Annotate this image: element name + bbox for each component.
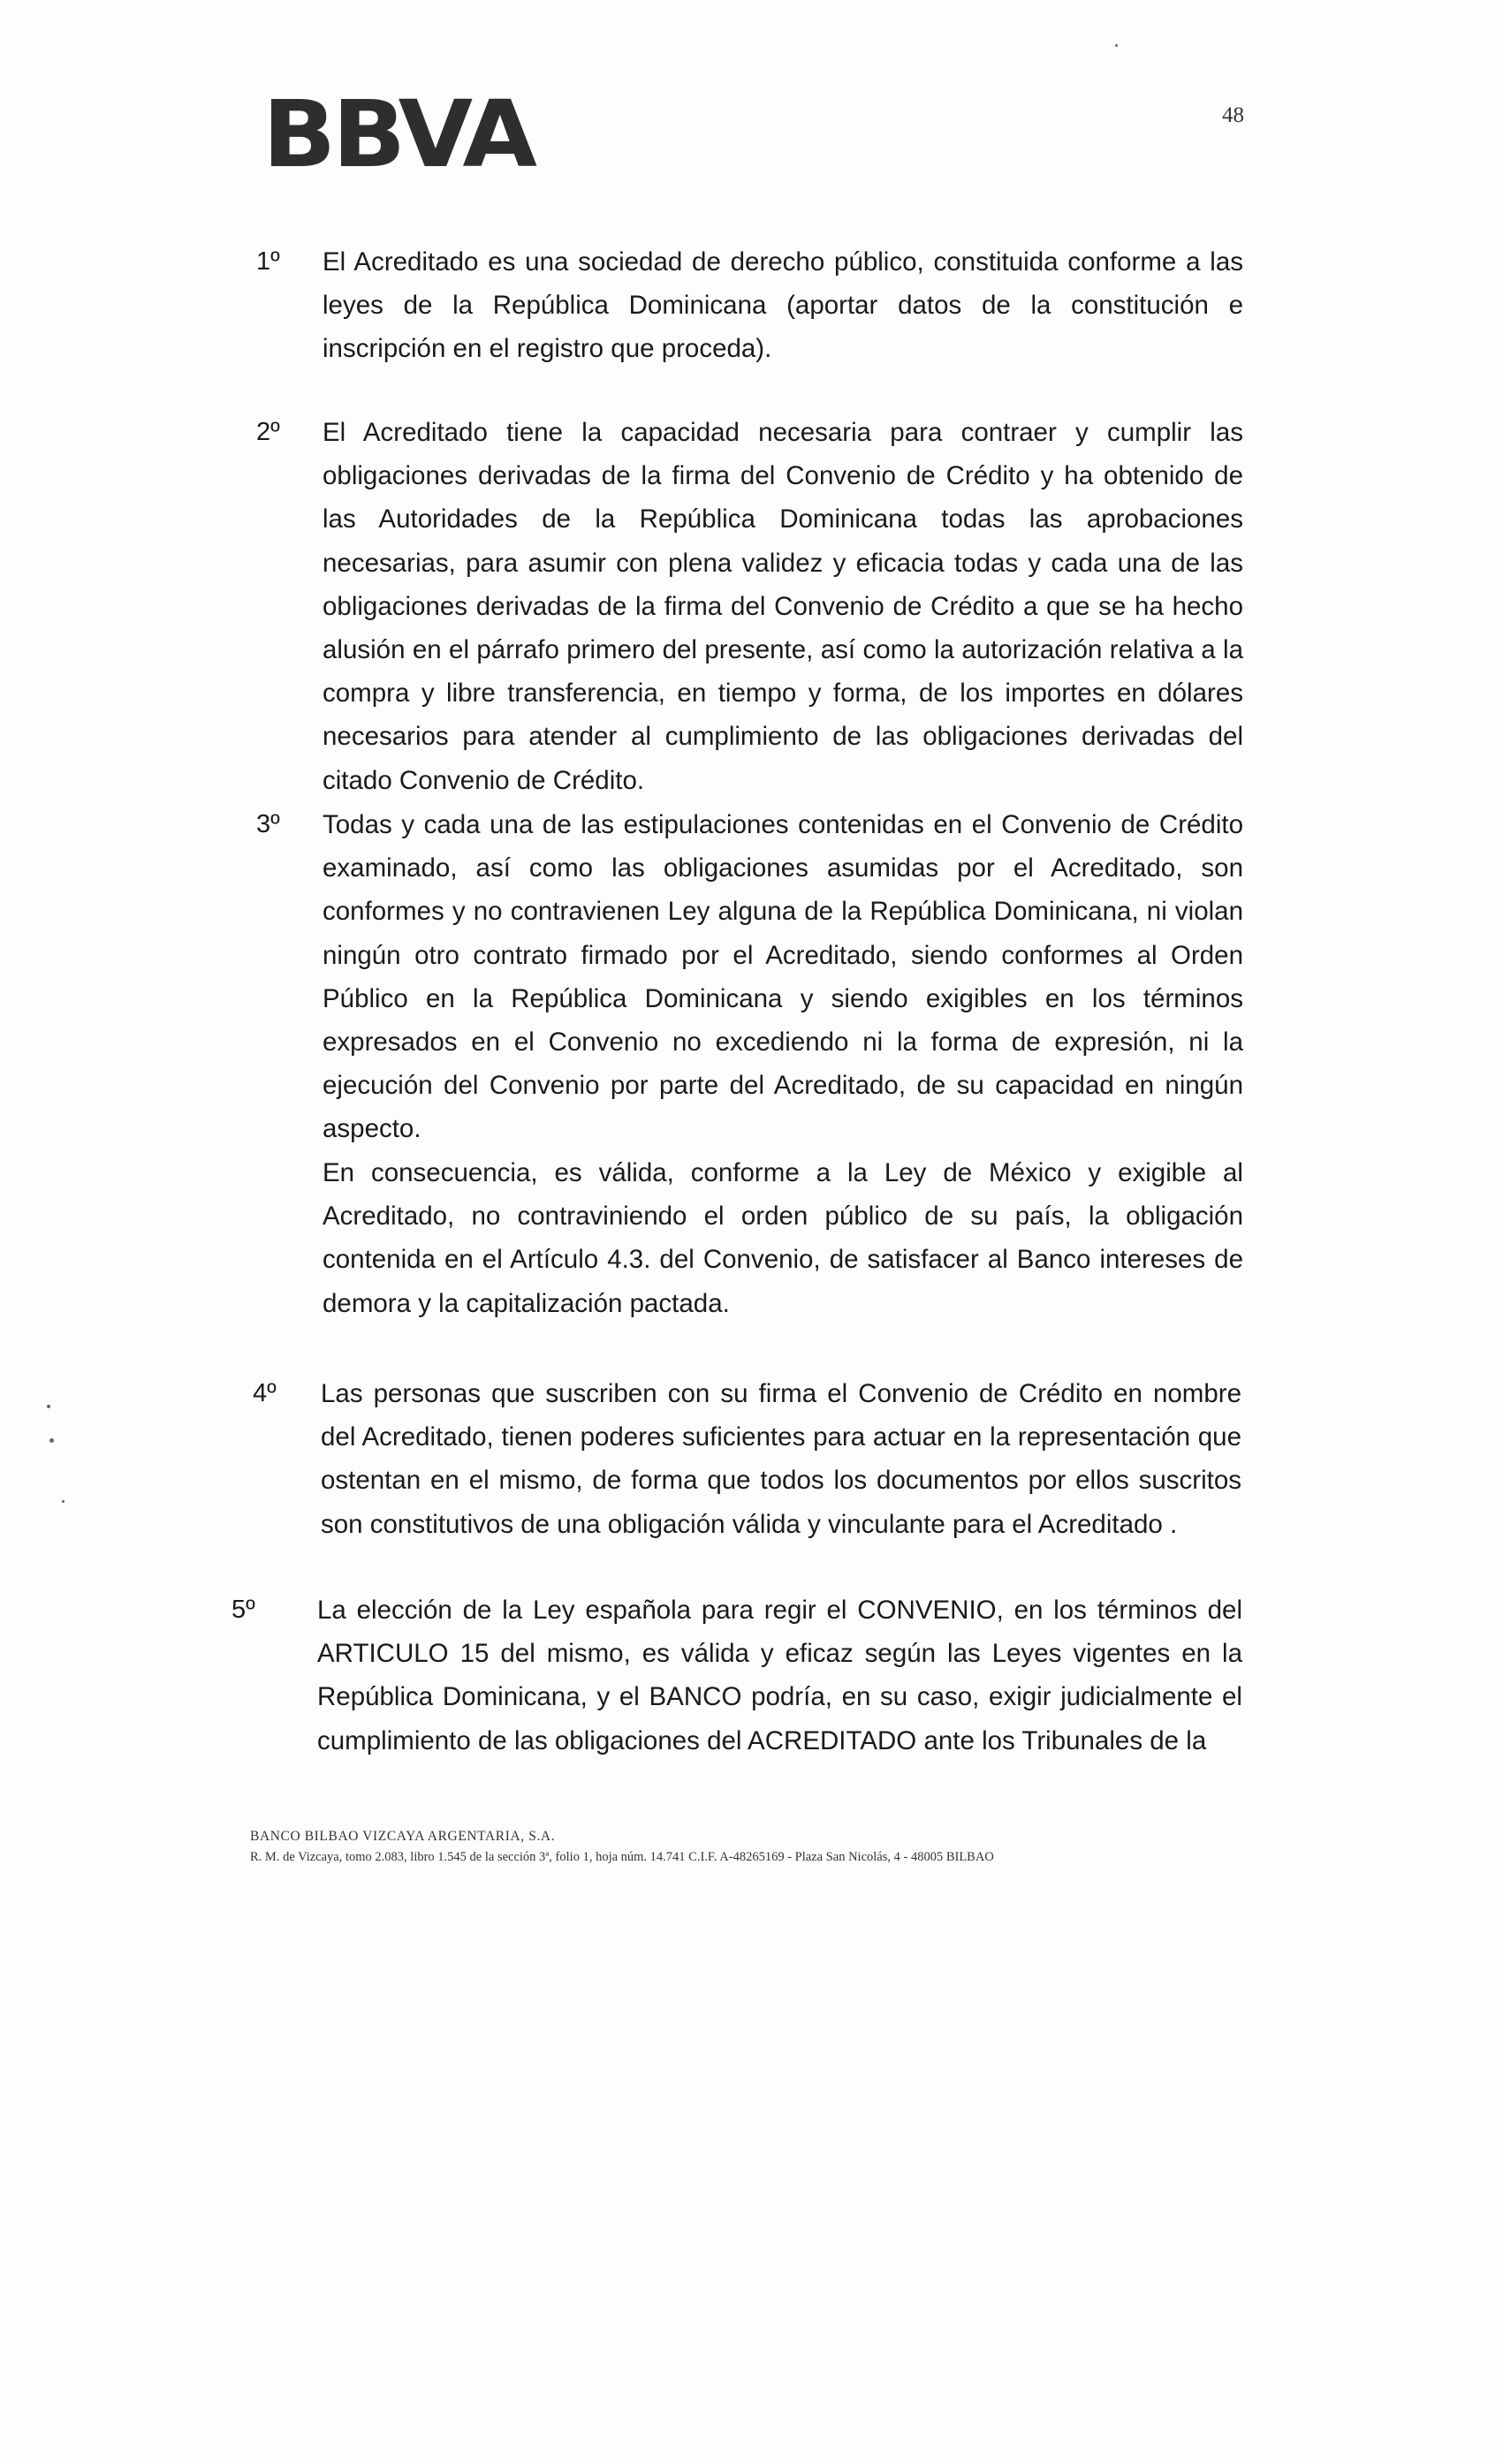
clause-text: En consecuencia, es válida, conforme a la Ley de México y exigible al Acreditado, no contraviniendo el orden público de su país, la obligación contenida en el Artículo 4.3. del Convenio, de satisfacer al Banco intereses de demora y la capitalización pactada.	[323, 1158, 1243, 1318]
page-number: 48	[1222, 103, 1244, 127]
clause-text: Las personas que suscriben con su firma el Convenio de Crédito en nombre del Acreditado, tienen poderes suficientes para actuar en la representación que ostentan en el mismo, de forma que todos los documentos por ellos suscritos son constitutivos de una obligación válida y vinculante para el Acreditado .	[321, 1379, 1241, 1539]
clause-text: El Acreditado tiene la capacidad necesaria para contraer y cumplir las obligaciones derivadas de la firma del Convenio de Crédito y ha obtenido de las Autoridades de la República Dominicana todas las aprobaciones necesarias, para asumir con plena validez y eficacia todas y cada una de las obligaciones derivadas de la firma del Convenio de Crédito a que se ha hecho alusión en el párrafo primero del presente, así como la autorización relativa a la compra y libre transferencia, en tiempo y forma, de los importes en dólares necesarios para atender al cumplimiento de las obligaciones derivadas del citado Convenio de Crédito.	[323, 418, 1243, 795]
clause-number: 3º	[256, 810, 280, 838]
clause-text: La elección de la Ley española para regir el CONVENIO, en los términos del ARTICULO 15 del mismo, es válida y eficaz según las Leyes vigentes en la República Dominicana, y el BANCO podría, en su caso, exigir judicialmente el cumplimiento de las obligaciones del ACREDITADO ante los Tribunales de la	[317, 1596, 1242, 1755]
scan-speck	[49, 1438, 54, 1443]
scan-speck	[47, 1405, 50, 1408]
footer-company: BANCO BILBAO VIZCAYA ARGENTARIA, S.A.	[250, 1829, 556, 1844]
clause-number: 1º	[256, 247, 280, 276]
scan-speck	[62, 1500, 65, 1503]
clause-number: 4º	[253, 1379, 277, 1407]
clause-number: 2º	[256, 418, 280, 446]
clause-text: Todas y cada una de las estipulaciones contenidas en el Convenio de Crédito examinado, así como las obligaciones asumidas por el Acreditado, son conformes y no contravienen Ley alguna de la República Dominicana, ni violan ningún otro contrato firmado por el Acreditado, siendo conformes al Orden Público en la República Dominicana y siendo exigibles en los términos expresados en el Convenio no excediendo ni la forma de expresión, ni la ejecución del Convenio por parte del Acreditado, de su capacidad en ningún aspecto.	[323, 810, 1243, 1144]
clause-text: El Acreditado es una sociedad de derecho público, constituida conforme a las leyes de la República Dominicana (aportar datos de la constitución e inscripción en el registro que proceda).	[323, 247, 1243, 364]
footer-registry: R. M. de Vizcaya, tomo 2.083, libro 1.545 de la sección 3ª, folio 1, hoja núm. 14.741 C.I.F. A-48265169 - Plaza San Nicolás, 4 - 48005 BILBAO	[250, 1850, 994, 1864]
clause-number: 5º	[232, 1596, 255, 1624]
page-footer	[250, 1827, 994, 1868]
scan-speck	[1115, 44, 1118, 47]
bbva-logo: BBVA	[262, 80, 534, 188]
